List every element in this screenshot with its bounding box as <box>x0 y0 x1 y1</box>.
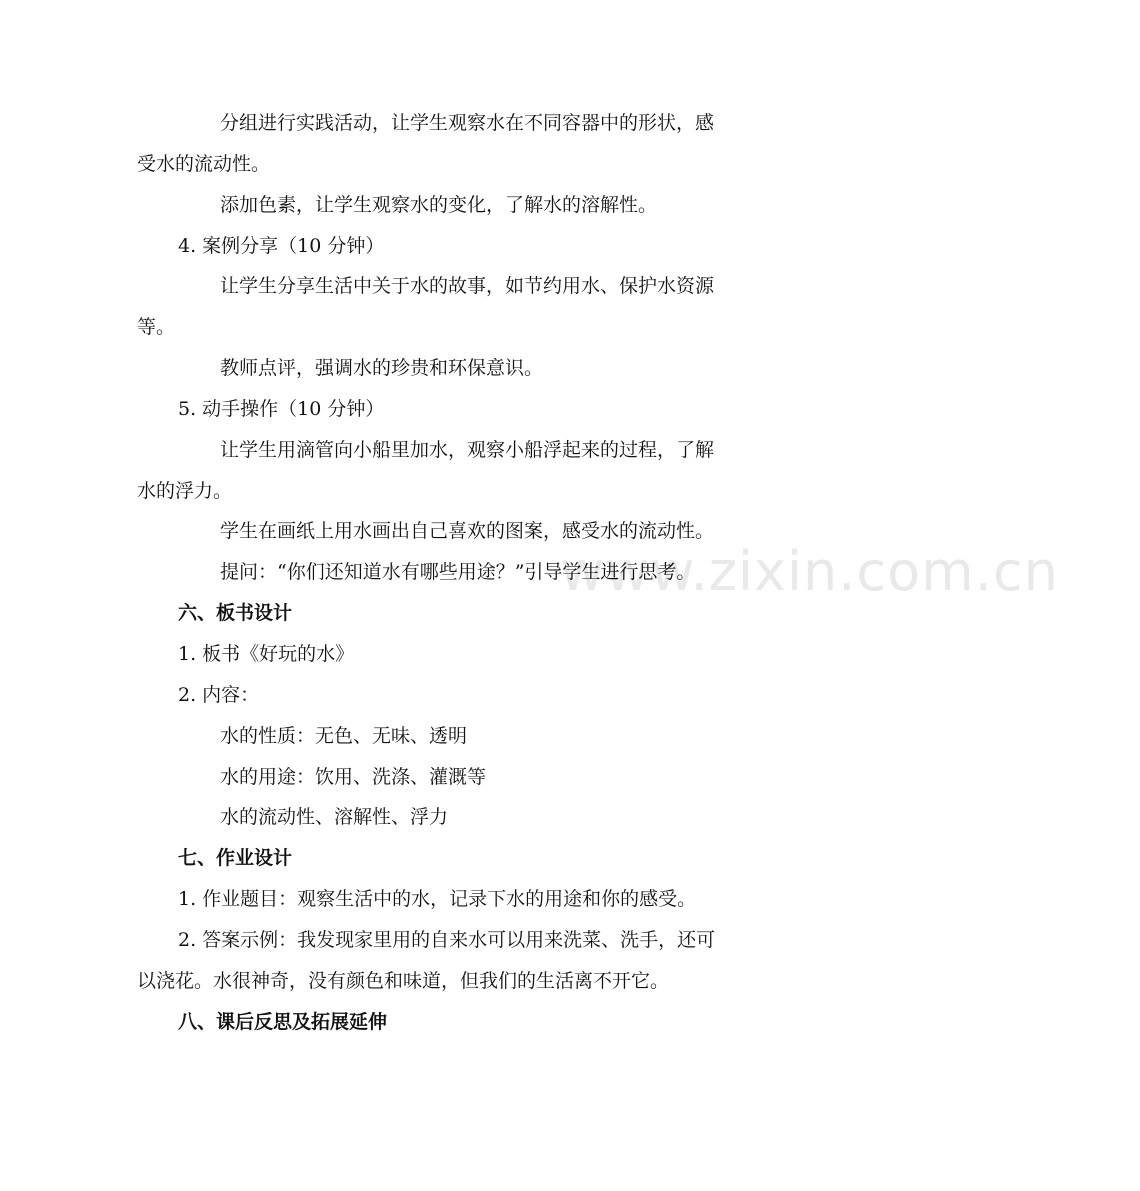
board-water-uses: 水的用途：饮用、洗涤、灌溉等 <box>220 766 487 788</box>
paragraph-sharing-line1: 让学生分享生活中关于水的故事，如节约用水、保护水资源 <box>220 275 715 297</box>
paragraph-drawing: 学生在画纸上用水画出自己喜欢的图案，感受水的流动性。 <box>220 520 715 542</box>
list-item-case-sharing: 4. 案例分享（10 分钟） <box>178 235 385 257</box>
watermark: www.zixin.com.cn <box>560 540 1059 603</box>
homework-answer-line2: 以浇花。水很神奇，没有颜色和味道，但我们的生活离不开它。 <box>137 970 670 992</box>
section-heading-board-design: 六、板书设计 <box>178 602 293 624</box>
board-item-title: 1. 板书《好玩的水》 <box>178 643 355 665</box>
paragraph-practice-line1: 分组进行实践活动，让学生观察水在不同容器中的形状，感 <box>220 112 715 134</box>
paragraph-teacher-comment: 教师点评，强调水的珍贵和环保意识。 <box>220 357 544 379</box>
paragraph-question: 提问：“你们还知道水有哪些用途？”引导学生进行思考。 <box>220 561 696 583</box>
homework-topic: 1. 作业题目：观察生活中的水，记录下水的用途和你的感受。 <box>178 888 697 910</box>
paragraph-boat-line1: 让学生用滴管向小船里加水，观察小船浮起来的过程，了解 <box>220 439 715 461</box>
paragraph-boat-line2: 水的浮力。 <box>137 480 233 502</box>
paragraph-coloring: 添加色素，让学生观察水的变化，了解水的溶解性。 <box>220 194 658 216</box>
paragraph-practice-line2: 受水的流动性。 <box>137 153 271 175</box>
homework-answer-line1: 2. 答案示例：我发现家里用的自来水可以用来洗菜、洗手，还可 <box>178 929 716 951</box>
section-heading-reflection: 八、课后反思及拓展延伸 <box>178 1011 388 1033</box>
list-item-hands-on: 5. 动手操作（10 分钟） <box>178 398 385 420</box>
board-item-content: 2. 内容： <box>178 684 260 706</box>
section-heading-homework: 七、作业设计 <box>178 847 293 869</box>
paragraph-sharing-line2: 等。 <box>137 316 176 338</box>
board-water-properties: 水的性质：无色、无味、透明 <box>220 725 468 747</box>
board-water-features: 水的流动性、溶解性、浮力 <box>220 806 449 828</box>
